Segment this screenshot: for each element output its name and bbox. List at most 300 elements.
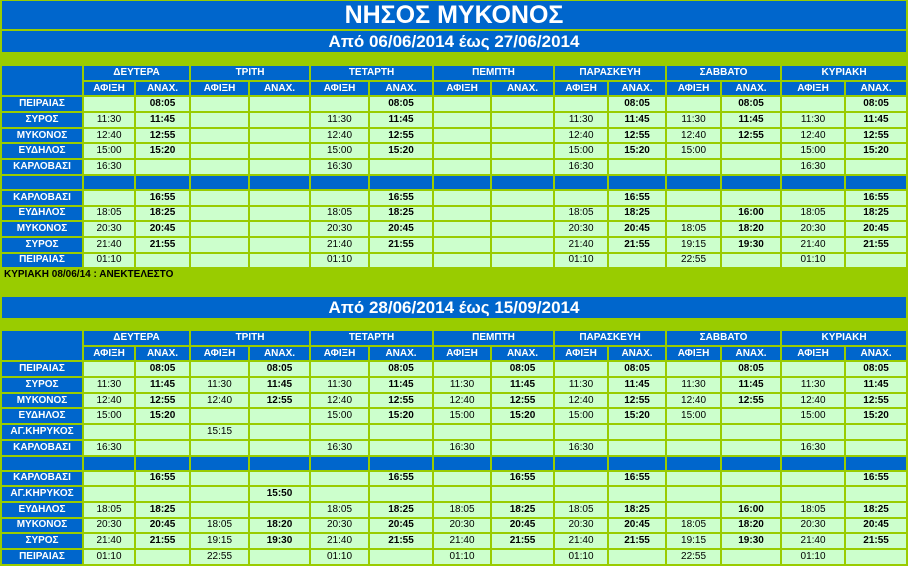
arrival-header: ΑΦΙΞΗ: [433, 81, 491, 97]
arrival-time: [433, 143, 491, 159]
arrival-header: ΑΦΙΞΗ: [554, 81, 608, 97]
arrival-time: 15:00: [83, 408, 135, 424]
arrival-header: ΑΦΙΞΗ: [83, 346, 135, 362]
departure-time: [845, 253, 907, 269]
arrival-time: [433, 128, 491, 144]
departure-time: [845, 440, 907, 456]
arrival-time: 22:55: [190, 549, 249, 565]
day-header: ΔΕΥΤΕΡΑ: [83, 65, 190, 81]
port-name: ΣΥΡΟΣ: [1, 533, 83, 549]
departure-time: [369, 159, 433, 175]
departure-time: 18:25: [369, 206, 433, 222]
departure-time: [249, 549, 310, 565]
arrival-time: [666, 159, 721, 175]
arrival-time: 01:10: [83, 253, 135, 269]
departure-time: 12:55: [369, 128, 433, 144]
departure-time: [491, 206, 554, 222]
arrival-time: 21:40: [781, 237, 845, 253]
departure-time: 11:45: [845, 377, 907, 393]
port-name: ΠΕΙΡΑΙΑΣ: [1, 361, 83, 377]
port-name: ΕΥΔΗΛΟΣ: [1, 143, 83, 159]
departure-time: [721, 143, 781, 159]
departure-time: 18:25: [845, 502, 907, 518]
departure-time: 19:30: [721, 533, 781, 549]
arrival-time: 01:10: [83, 549, 135, 565]
departure-time: 18:20: [249, 518, 310, 534]
departure-time: [721, 486, 781, 502]
departure-time: 11:45: [369, 377, 433, 393]
departure-time: [249, 190, 310, 206]
table-row: [1, 159, 907, 175]
arrival-time: 20:30: [310, 518, 369, 534]
departure-time: 18:25: [608, 206, 666, 222]
departure-time: 12:55: [135, 128, 190, 144]
arrival-time: 12:40: [781, 128, 845, 144]
arrival-time: 20:30: [83, 221, 135, 237]
arrival-header: ΑΦΙΞΗ: [190, 346, 249, 362]
arrival-time: 12:40: [310, 128, 369, 144]
arrival-time: 20:30: [310, 221, 369, 237]
port-name: ΑΓ.ΚΗΡΥΚΟΣ: [1, 424, 83, 440]
departure-time: 15:20: [845, 408, 907, 424]
departure-time: [369, 440, 433, 456]
arrival-time: [666, 361, 721, 377]
arrival-time: [433, 221, 491, 237]
departure-time: 16:55: [491, 471, 554, 487]
arrival-time: 15:00: [310, 408, 369, 424]
departure-time: 08:05: [491, 361, 554, 377]
arrival-time: 18:05: [310, 502, 369, 518]
arrival-time: 18:05: [666, 518, 721, 534]
arrival-time: 12:40: [83, 393, 135, 409]
arrival-time: 21:40: [433, 533, 491, 549]
departure-time: 15:20: [369, 143, 433, 159]
port-name: ΠΕΙΡΑΙΑΣ: [1, 96, 83, 112]
arrival-time: 16:30: [433, 440, 491, 456]
departure-time: 20:45: [135, 221, 190, 237]
departure-time: [135, 159, 190, 175]
arrival-time: 16:30: [310, 440, 369, 456]
arrival-time: [433, 471, 491, 487]
port-name: ΣΥΡΟΣ: [1, 237, 83, 253]
port-name: ΣΥΡΟΣ: [1, 112, 83, 128]
departure-time: [721, 408, 781, 424]
port-name: ΠΕΙΡΑΙΑΣ: [1, 253, 83, 269]
arrival-time: 21:40: [781, 533, 845, 549]
arrival-time: 11:30: [666, 377, 721, 393]
arrival-time: 01:10: [554, 253, 608, 269]
arrival-time: 15:15: [190, 424, 249, 440]
departure-time: 15:20: [369, 408, 433, 424]
departure-time: 12:55: [721, 393, 781, 409]
arrival-time: [433, 237, 491, 253]
arrival-time: 01:10: [554, 549, 608, 565]
arrival-header: ΑΦΙΞΗ: [781, 81, 845, 97]
table-row: [1, 128, 907, 144]
arrival-time: [433, 96, 491, 112]
table-row: [1, 393, 907, 409]
arrival-time: 11:30: [190, 377, 249, 393]
departure-time: 12:55: [135, 393, 190, 409]
departure-time: 16:55: [608, 190, 666, 206]
arrival-time: 15:00: [666, 143, 721, 159]
arrival-time: [310, 471, 369, 487]
departure-time: 18:25: [845, 206, 907, 222]
arrival-header: ΑΦΙΞΗ: [190, 81, 249, 97]
arrival-time: [666, 190, 721, 206]
arrival-header: ΑΦΙΞΗ: [666, 346, 721, 362]
departure-time: [491, 96, 554, 112]
departure-time: 12:55: [721, 128, 781, 144]
port-name: ΠΕΙΡΑΙΑΣ: [1, 549, 83, 565]
arrival-time: 12:40: [554, 393, 608, 409]
arrival-time: [554, 486, 608, 502]
table-row: [1, 190, 907, 206]
arrival-time: 20:30: [554, 221, 608, 237]
port-name: ΜΥΚΟΝΟΣ: [1, 393, 83, 409]
arrival-time: 15:00: [666, 408, 721, 424]
departure-time: [608, 424, 666, 440]
day-header: ΤΕΤΑΡΤΗ: [310, 65, 433, 81]
departure-time: [369, 486, 433, 502]
arrival-time: [190, 502, 249, 518]
departure-time: 12:55: [491, 393, 554, 409]
departure-time: [135, 549, 190, 565]
departure-time: [608, 159, 666, 175]
departure-time: 08:05: [369, 361, 433, 377]
arrival-time: [433, 253, 491, 269]
departure-time: [721, 190, 781, 206]
arrival-time: [781, 190, 845, 206]
arrival-time: 18:05: [310, 206, 369, 222]
departure-time: 21:55: [608, 237, 666, 253]
table-row: [1, 424, 907, 440]
arrival-time: 11:30: [310, 377, 369, 393]
arrival-header: ΑΦΙΞΗ: [83, 81, 135, 97]
arrival-time: [190, 159, 249, 175]
departure-time: 19:30: [249, 533, 310, 549]
departure-time: 20:45: [369, 518, 433, 534]
departure-time: 21:55: [608, 533, 666, 549]
table-row: [1, 377, 907, 393]
arrival-time: [433, 361, 491, 377]
departure-time: [249, 128, 310, 144]
departure-time: 08:05: [845, 361, 907, 377]
departure-time: 08:05: [608, 96, 666, 112]
arrival-time: 16:30: [310, 159, 369, 175]
arrival-time: 11:30: [554, 377, 608, 393]
arrival-time: 19:15: [190, 533, 249, 549]
departure-time: 11:45: [608, 377, 666, 393]
departure-time: [845, 549, 907, 565]
departure-time: [135, 486, 190, 502]
departure-time: 21:55: [369, 237, 433, 253]
departure-time: [721, 253, 781, 269]
arrival-time: [666, 424, 721, 440]
table-row: [1, 253, 907, 269]
departure-time: [491, 112, 554, 128]
departure-time: 11:45: [135, 112, 190, 128]
arrival-time: 15:00: [433, 408, 491, 424]
arrival-time: [666, 486, 721, 502]
arrival-time: [190, 143, 249, 159]
departure-time: 21:55: [491, 533, 554, 549]
table-row: [1, 143, 907, 159]
arrival-time: 22:55: [666, 253, 721, 269]
table-row: [1, 221, 907, 237]
arrival-time: 12:40: [433, 393, 491, 409]
table-row: [1, 518, 907, 534]
arrival-time: [190, 112, 249, 128]
departure-header: ΑΝΑΧ.: [369, 81, 433, 97]
departure-time: [249, 408, 310, 424]
departure-time: [608, 486, 666, 502]
arrival-time: 21:40: [83, 237, 135, 253]
departure-time: 15:20: [845, 143, 907, 159]
arrival-time: [83, 361, 135, 377]
arrival-time: 21:40: [554, 237, 608, 253]
day-header: ΤΡΙΤΗ: [190, 330, 310, 346]
departure-time: [249, 159, 310, 175]
departure-time: 16:55: [135, 471, 190, 487]
period-header-1: Από 06/06/2014 έως 27/06/2014: [2, 31, 906, 52]
departure-time: 12:55: [845, 128, 907, 144]
arrival-time: 15:00: [554, 408, 608, 424]
departure-time: 15:20: [135, 408, 190, 424]
departure-time: [249, 96, 310, 112]
arrival-time: 21:40: [554, 533, 608, 549]
departure-time: 16:55: [369, 471, 433, 487]
departure-time: [369, 549, 433, 565]
arrival-time: [666, 502, 721, 518]
departure-time: 18:25: [135, 206, 190, 222]
arrival-time: 20:30: [554, 518, 608, 534]
departure-time: 08:05: [135, 96, 190, 112]
arrival-time: 15:00: [310, 143, 369, 159]
arrival-time: 01:10: [433, 549, 491, 565]
departure-header: ΑΝΑΧ.: [249, 81, 310, 97]
departure-header: ΑΝΑΧ.: [249, 346, 310, 362]
arrival-time: [666, 206, 721, 222]
arrival-time: 12:40: [781, 393, 845, 409]
table-row: [1, 549, 907, 565]
table-row: [1, 361, 907, 377]
arrival-time: 12:40: [554, 128, 608, 144]
departure-time: 12:55: [608, 128, 666, 144]
arrival-time: 11:30: [554, 112, 608, 128]
departure-time: 18:25: [491, 502, 554, 518]
arrival-time: [83, 96, 135, 112]
arrival-time: [190, 128, 249, 144]
arrival-time: 18:05: [666, 221, 721, 237]
arrival-header: ΑΦΙΞΗ: [666, 81, 721, 97]
arrival-time: [554, 190, 608, 206]
port-name: ΚΑΡΛΟΒΑΣΙ: [1, 440, 83, 456]
arrival-time: 16:30: [781, 159, 845, 175]
cancellation-note: ΚΥΡΙΑΚΗ 08/06/14 : ΑΝΕΚΤΕΛΕΣΤΟ: [4, 269, 174, 280]
port-name: ΚΑΡΛΟΒΑΣΙ: [1, 159, 83, 175]
departure-time: 21:55: [369, 533, 433, 549]
departure-time: [721, 440, 781, 456]
departure-time: [845, 424, 907, 440]
arrival-time: 11:30: [781, 112, 845, 128]
departure-time: 16:55: [369, 190, 433, 206]
arrival-time: 15:00: [781, 408, 845, 424]
departure-time: 20:45: [135, 518, 190, 534]
departure-time: 11:45: [845, 112, 907, 128]
port-name: ΕΥΔΗΛΟΣ: [1, 206, 83, 222]
departure-time: 18:20: [721, 221, 781, 237]
arrival-time: [310, 486, 369, 502]
table-row: [1, 533, 907, 549]
arrival-header: ΑΦΙΞΗ: [433, 346, 491, 362]
day-header: ΤΕΤΑΡΤΗ: [310, 330, 433, 346]
arrival-time: 01:10: [310, 549, 369, 565]
arrival-time: [781, 424, 845, 440]
departure-time: 11:45: [721, 377, 781, 393]
arrival-time: 22:55: [666, 549, 721, 565]
departure-header: ΑΝΑΧ.: [491, 346, 554, 362]
arrival-time: 19:15: [666, 533, 721, 549]
arrival-time: 12:40: [666, 128, 721, 144]
arrival-time: [190, 486, 249, 502]
departure-time: [491, 253, 554, 269]
departure-time: [845, 486, 907, 502]
arrival-time: [190, 190, 249, 206]
day-header: ΠΑΡΑΣΚΕΥΗ: [554, 330, 666, 346]
arrival-time: 15:00: [554, 143, 608, 159]
day-header: ΠΕΜΠΤΗ: [433, 65, 554, 81]
corner-header: [1, 65, 83, 96]
departure-time: [608, 440, 666, 456]
arrival-time: 15:00: [83, 143, 135, 159]
arrival-time: [310, 361, 369, 377]
departure-header: ΑΝΑΧ.: [135, 81, 190, 97]
arrival-time: [190, 221, 249, 237]
departure-time: 20:45: [845, 518, 907, 534]
day-header: ΚΥΡΙΑΚΗ: [781, 65, 907, 81]
separator-row: [1, 456, 907, 471]
arrival-time: 18:05: [781, 502, 845, 518]
arrival-time: 11:30: [781, 377, 845, 393]
arrival-time: [190, 471, 249, 487]
departure-header: ΑΝΑΧ.: [135, 346, 190, 362]
arrival-time: 18:05: [554, 206, 608, 222]
arrival-time: 16:30: [554, 159, 608, 175]
departure-time: 08:05: [721, 361, 781, 377]
arrival-time: [781, 486, 845, 502]
arrival-header: ΑΦΙΞΗ: [781, 346, 845, 362]
arrival-time: 12:40: [666, 393, 721, 409]
table-row: [1, 112, 907, 128]
arrival-time: [190, 96, 249, 112]
arrival-time: [190, 206, 249, 222]
departure-header: ΑΝΑΧ.: [608, 81, 666, 97]
arrival-time: 01:10: [781, 253, 845, 269]
arrival-header: ΑΦΙΞΗ: [554, 346, 608, 362]
departure-time: 08:05: [721, 96, 781, 112]
departure-time: [608, 253, 666, 269]
departure-time: [491, 486, 554, 502]
departure-time: [608, 549, 666, 565]
arrival-time: [433, 424, 491, 440]
departure-time: [721, 471, 781, 487]
arrival-time: [666, 471, 721, 487]
port-name: ΕΥΔΗΛΟΣ: [1, 408, 83, 424]
departure-time: [249, 253, 310, 269]
departure-time: [135, 253, 190, 269]
departure-time: [249, 237, 310, 253]
timetable-1: [0, 64, 908, 269]
arrival-time: 16:30: [781, 440, 845, 456]
day-header: ΔΕΥΤΕΡΑ: [83, 330, 190, 346]
arrival-time: 11:30: [433, 377, 491, 393]
departure-time: [721, 424, 781, 440]
arrival-time: [190, 408, 249, 424]
arrival-time: [554, 424, 608, 440]
departure-time: [249, 206, 310, 222]
arrival-time: [666, 440, 721, 456]
departure-time: [135, 440, 190, 456]
arrival-time: [554, 361, 608, 377]
arrival-time: [83, 471, 135, 487]
arrival-time: [781, 471, 845, 487]
departure-time: 08:05: [845, 96, 907, 112]
arrival-time: 11:30: [83, 377, 135, 393]
departure-time: [249, 440, 310, 456]
day-header: ΣΑΒΒΑΤΟ: [666, 330, 781, 346]
departure-time: 12:55: [845, 393, 907, 409]
separator-row: [1, 175, 907, 190]
arrival-time: [433, 112, 491, 128]
arrival-time: 18:05: [781, 206, 845, 222]
arrival-time: 12:40: [310, 393, 369, 409]
departure-time: 12:55: [249, 393, 310, 409]
arrival-time: 18:05: [554, 502, 608, 518]
departure-time: [721, 159, 781, 175]
arrival-time: [310, 96, 369, 112]
arrival-time: [666, 96, 721, 112]
departure-time: 11:45: [721, 112, 781, 128]
arrival-time: 15:00: [781, 143, 845, 159]
table-row: [1, 502, 907, 518]
arrival-time: 18:05: [83, 502, 135, 518]
departure-time: 21:55: [845, 533, 907, 549]
departure-time: [249, 143, 310, 159]
departure-time: [491, 143, 554, 159]
departure-time: [249, 502, 310, 518]
departure-time: 11:45: [608, 112, 666, 128]
arrival-time: [433, 190, 491, 206]
day-header: ΣΑΒΒΑΤΟ: [666, 65, 781, 81]
departure-time: 08:05: [608, 361, 666, 377]
departure-time: 12:55: [369, 393, 433, 409]
arrival-time: [190, 440, 249, 456]
departure-time: 11:45: [135, 377, 190, 393]
arrival-time: 21:40: [310, 237, 369, 253]
arrival-time: 12:40: [83, 128, 135, 144]
departure-header: ΑΝΑΧ.: [721, 81, 781, 97]
table-row: [1, 440, 907, 456]
departure-time: 21:55: [845, 237, 907, 253]
departure-time: 21:55: [135, 237, 190, 253]
arrival-time: [781, 361, 845, 377]
arrival-time: [310, 424, 369, 440]
table-row: [1, 471, 907, 487]
departure-time: 15:50: [249, 486, 310, 502]
table-row: [1, 206, 907, 222]
port-name: ΜΥΚΟΝΟΣ: [1, 518, 83, 534]
